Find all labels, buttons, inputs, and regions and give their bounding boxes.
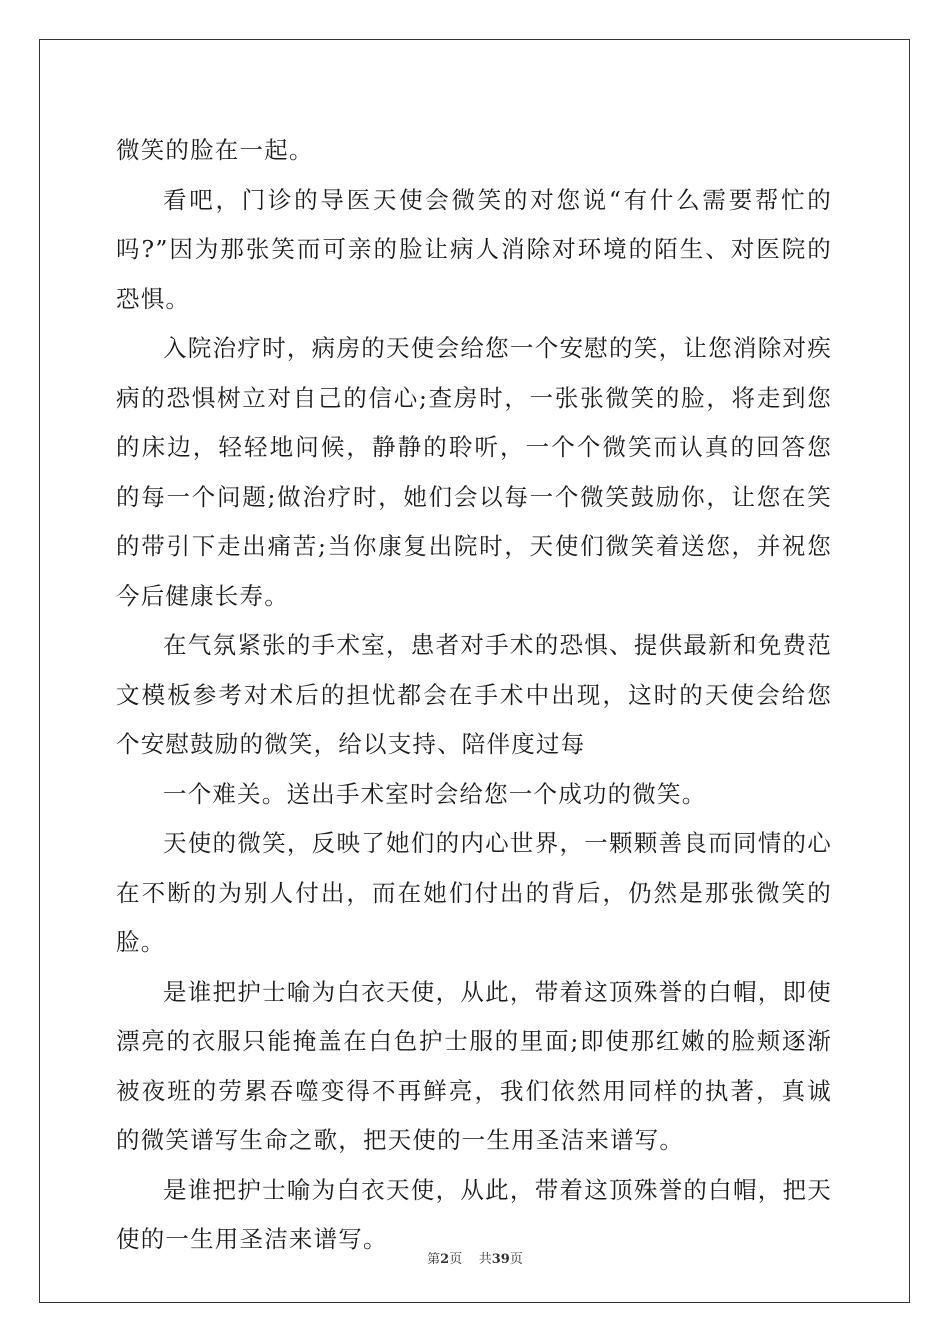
- paragraph-7: 是谁把护士喻为白衣天使，从此，带着这顶殊誉的白帽，即使漂亮的衣服只能掩盖在白色护士服的里面;即使那红嫩的脸颊逐渐被夜班的劳累吞噬变得不再鲜亮，我们依然用同样的执著，真诚的微笑谱写生命之歌，把天使的一生用圣洁来谱写。: [116, 977, 832, 1154]
- document-body: [116, 126, 832, 1265]
- footer-total-pages: 39: [491, 1252, 510, 1267]
- paragraph-5: 一个难关。送出手术室时会给您一个成功的微笑。: [163, 779, 707, 808]
- footer-page-suffix: 页: [449, 1252, 463, 1267]
- paragraph-4: 在气氛紧张的手术室，患者对手术的恐惧、提供最新和免费范文模板参考对术后的担忧都会在手术中出现，这时的天使会给您个安慰鼓励的微笑，给以支持、陪伴度过每: [116, 631, 832, 758]
- paragraph-6: 天使的微笑，反映了她们的内心世界，一颗颗善良而同情的心在不断的为别人付出，而在她们付出的背后，仍然是那张微笑的脸。: [116, 829, 832, 956]
- paragraph-3: 入院治疗时，病房的天使会给您一个安慰的笑，让您消除对疾病的恐惧树立对自己的信心;查房时，一张张微笑的脸，将走到您的床边，轻轻地问候，静静的聆听，一个个微笑而认真的回答您的每一个问题;做治疗时，她们会以每一个微笑鼓励你，让您在笑的带引下走出痛苦;当你康复出院时，天使们微笑着送您，并祝您今后健康长寿。: [116, 334, 832, 610]
- footer-total-suffix: 页: [509, 1252, 523, 1267]
- footer-total-prefix: 共: [478, 1252, 492, 1267]
- page-footer: [0, 1248, 950, 1267]
- paragraph-2: 看吧，门诊的导医天使会微笑的对您说“有什么需要帮忙的吗?”因为那张笑而可亲的脸让病人消除对环境的陌生、对医院的恐惧。: [116, 185, 832, 313]
- paragraph-1: 微笑的脸在一起。: [116, 136, 314, 164]
- footer-page-prefix: 第: [427, 1252, 441, 1267]
- paragraph-8: 是谁把护士喻为白衣天使，从此，带着这顶殊誉的白帽，把天使的一生用圣洁来谱写。: [116, 1175, 832, 1253]
- footer-page-number: 2: [440, 1252, 450, 1267]
